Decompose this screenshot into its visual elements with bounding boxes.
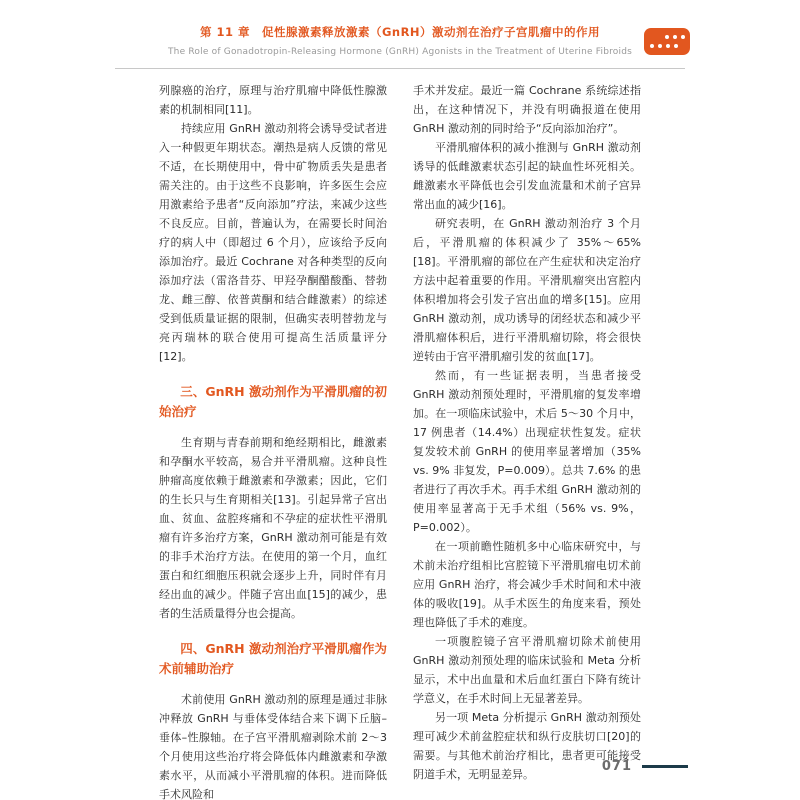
- paragraph: 研究表明，在 GnRH 激动剂治疗 3 个月后，平滑肌瘤的体积减少了 35%～65%[18]。平滑肌瘤的部位在产生症状和决定治疗方法中起着重要的作用。平滑肌瘤突出宫腔内体积增加将会引发子宫出血的增多[15]。应用 GnRH 激动剂，成功诱导的闭经状态和减少平滑肌瘤体积后，进行平滑肌瘤切除，将会很快逆转由于宫平滑肌瘤引发的贫血[17]。: [413, 217, 641, 363]
- paragraph: 术前使用 GnRH 激动剂的原理是通过非脉冲释放 GnRH 与垂体受体结合来下调下丘脑–垂体–性腺轴。在子宫平滑肌瘤剥除术前 2～3 个月使用这些治疗将会降低体内雌激素和孕激素水平，从而减小平滑肌瘤的体积。进而降低手术风险和: [159, 693, 387, 800]
- left-column: [159, 81, 387, 800]
- chapter-title: 第 11 章 促性腺激素释放激素（GnRH）激动剂在治疗子宫肌瘤中的作用: [199, 25, 601, 39]
- dot: [674, 44, 678, 48]
- page-number: 071: [601, 759, 632, 774]
- right-column: [413, 81, 641, 800]
- dot: [666, 44, 670, 48]
- chapter-subtitle-english: The Role of Gonadotropin-Releasing Hormone (GnRH) Agonists in the Treatment of Uterine Fibroids: [167, 47, 633, 57]
- footer-accent-bar: [642, 765, 688, 768]
- paragraph: 然而，有一些证据表明，当患者接受 GnRH 激动剂预处理时，平滑肌瘤的复发率增加。在一项临床试验中，术后 5～30 个月中，17 例患者（14.4%）出现症状性复发。症状复发较术前 GnRH 的使用率显著增加（35% vs. 9% 非复发，P=0.009）。总共 7.6% 的患者进行了再次手术。再手术组 GnRH 激动剂的使用率显著高于无手术组（56% vs. 9%，P=0.002）。: [413, 369, 641, 534]
- page-footer: [602, 759, 688, 774]
- paragraph: 另一项 Meta 分析提示 GnRH 激动剂预处理可减少术前盆腔症状和纵行皮肤切口[20]的需要。与其他术前治疗相比，患者更可能接受阴道手术，无明显差异。: [413, 711, 641, 781]
- paragraph: 列腺癌的治疗，原理与治疗肌瘤中降低性腺激素的机制相同[11]。: [159, 84, 387, 116]
- dot-grid-ornament-icon: [644, 28, 690, 55]
- section-heading-initial-therapy: 三、GnRH 激动剂作为平滑肌瘤的初始治疗: [159, 384, 387, 419]
- two-column-body: [0, 69, 800, 800]
- paragraph: 在一项前瞻性随机多中心临床研究中，与术前未治疗组相比宫腔镜下平滑肌瘤电切术前应用 GnRH 治疗，将会减少手术时间和术中液体的吸收[19]。从手术医生的角度来看，预处理也降低了手术的难度。: [413, 540, 641, 629]
- dot: [650, 44, 654, 48]
- paragraph: 一项腹腔镜子宫平滑肌瘤切除术前使用 GnRH 激动剂预处理的临床试验和 Meta 分析显示，术中出血量和术后血红蛋白下降有统计学意义，在手术时间上无显著差异。: [413, 635, 641, 705]
- paragraph: 手术并发症。最近一篇 Cochrane 系统综述指出，在这种情况下，并没有明确报道在使用 GnRH 激动剂的同时给予“反向添加治疗”。: [413, 84, 641, 135]
- dot: [673, 35, 677, 39]
- dot: [658, 44, 662, 48]
- paragraph: 生育期与青春前期和绝经期相比，雌激素和孕酮水平较高，易合并平滑肌瘤。这种良性肿瘤高度依赖于雌激素和孕激素；因此，它们的生长只与生育期相关[13]。引起异常子宫出血、贫血、盆腔疼痛和不孕症的症状性平滑肌瘤有许多治疗方案，GnRH 激动剂可能是有效的非手术治疗方法。在使用的第一个月，血红蛋白和红细胞压积就会逐步上升，同时伴有月经出血的减少。伴随子宫出血[15]的减少，患者的生活质量得分也会提高。: [159, 436, 387, 620]
- paragraph: 持续应用 GnRH 激动剂将会诱导受试者进入一种假更年期状态。潮热是病人反馈的常见不适，在长期使用中，骨中矿物质丢失是患者需关注的。由于这些不良影响，许多医生会应用激素给予患者“反向添加”疗法，来减少这些不良反应。目前，普遍认为，在需要长时间治疗的病人中（即超过 6 个月），应该给予反向添加治疗。最近 Cochrane 对各种类型的反向添加疗法（雷洛昔芬、甲羟孕酮醋酸酯、替勃龙、雌三醇、依普黄酮和结合雌激素）的综述受到低质量证据的限制，但确实表明替勃龙与亮丙瑞林的联合使用可提高生活质量评分[12]。: [159, 122, 387, 363]
- dot: [665, 35, 669, 39]
- paragraph: 平滑肌瘤体积的减小推测与 GnRH 激动剂诱导的低雌激素状态引起的缺血性坏死相关。雌激素水平降低也会引发血流量和术前子宫异常出血的减少[16]。: [413, 141, 641, 211]
- section-heading-preop-adjuvant: 四、GnRH 激动剂治疗平滑肌瘤作为术前辅助治疗: [159, 641, 387, 676]
- dot: [681, 35, 685, 39]
